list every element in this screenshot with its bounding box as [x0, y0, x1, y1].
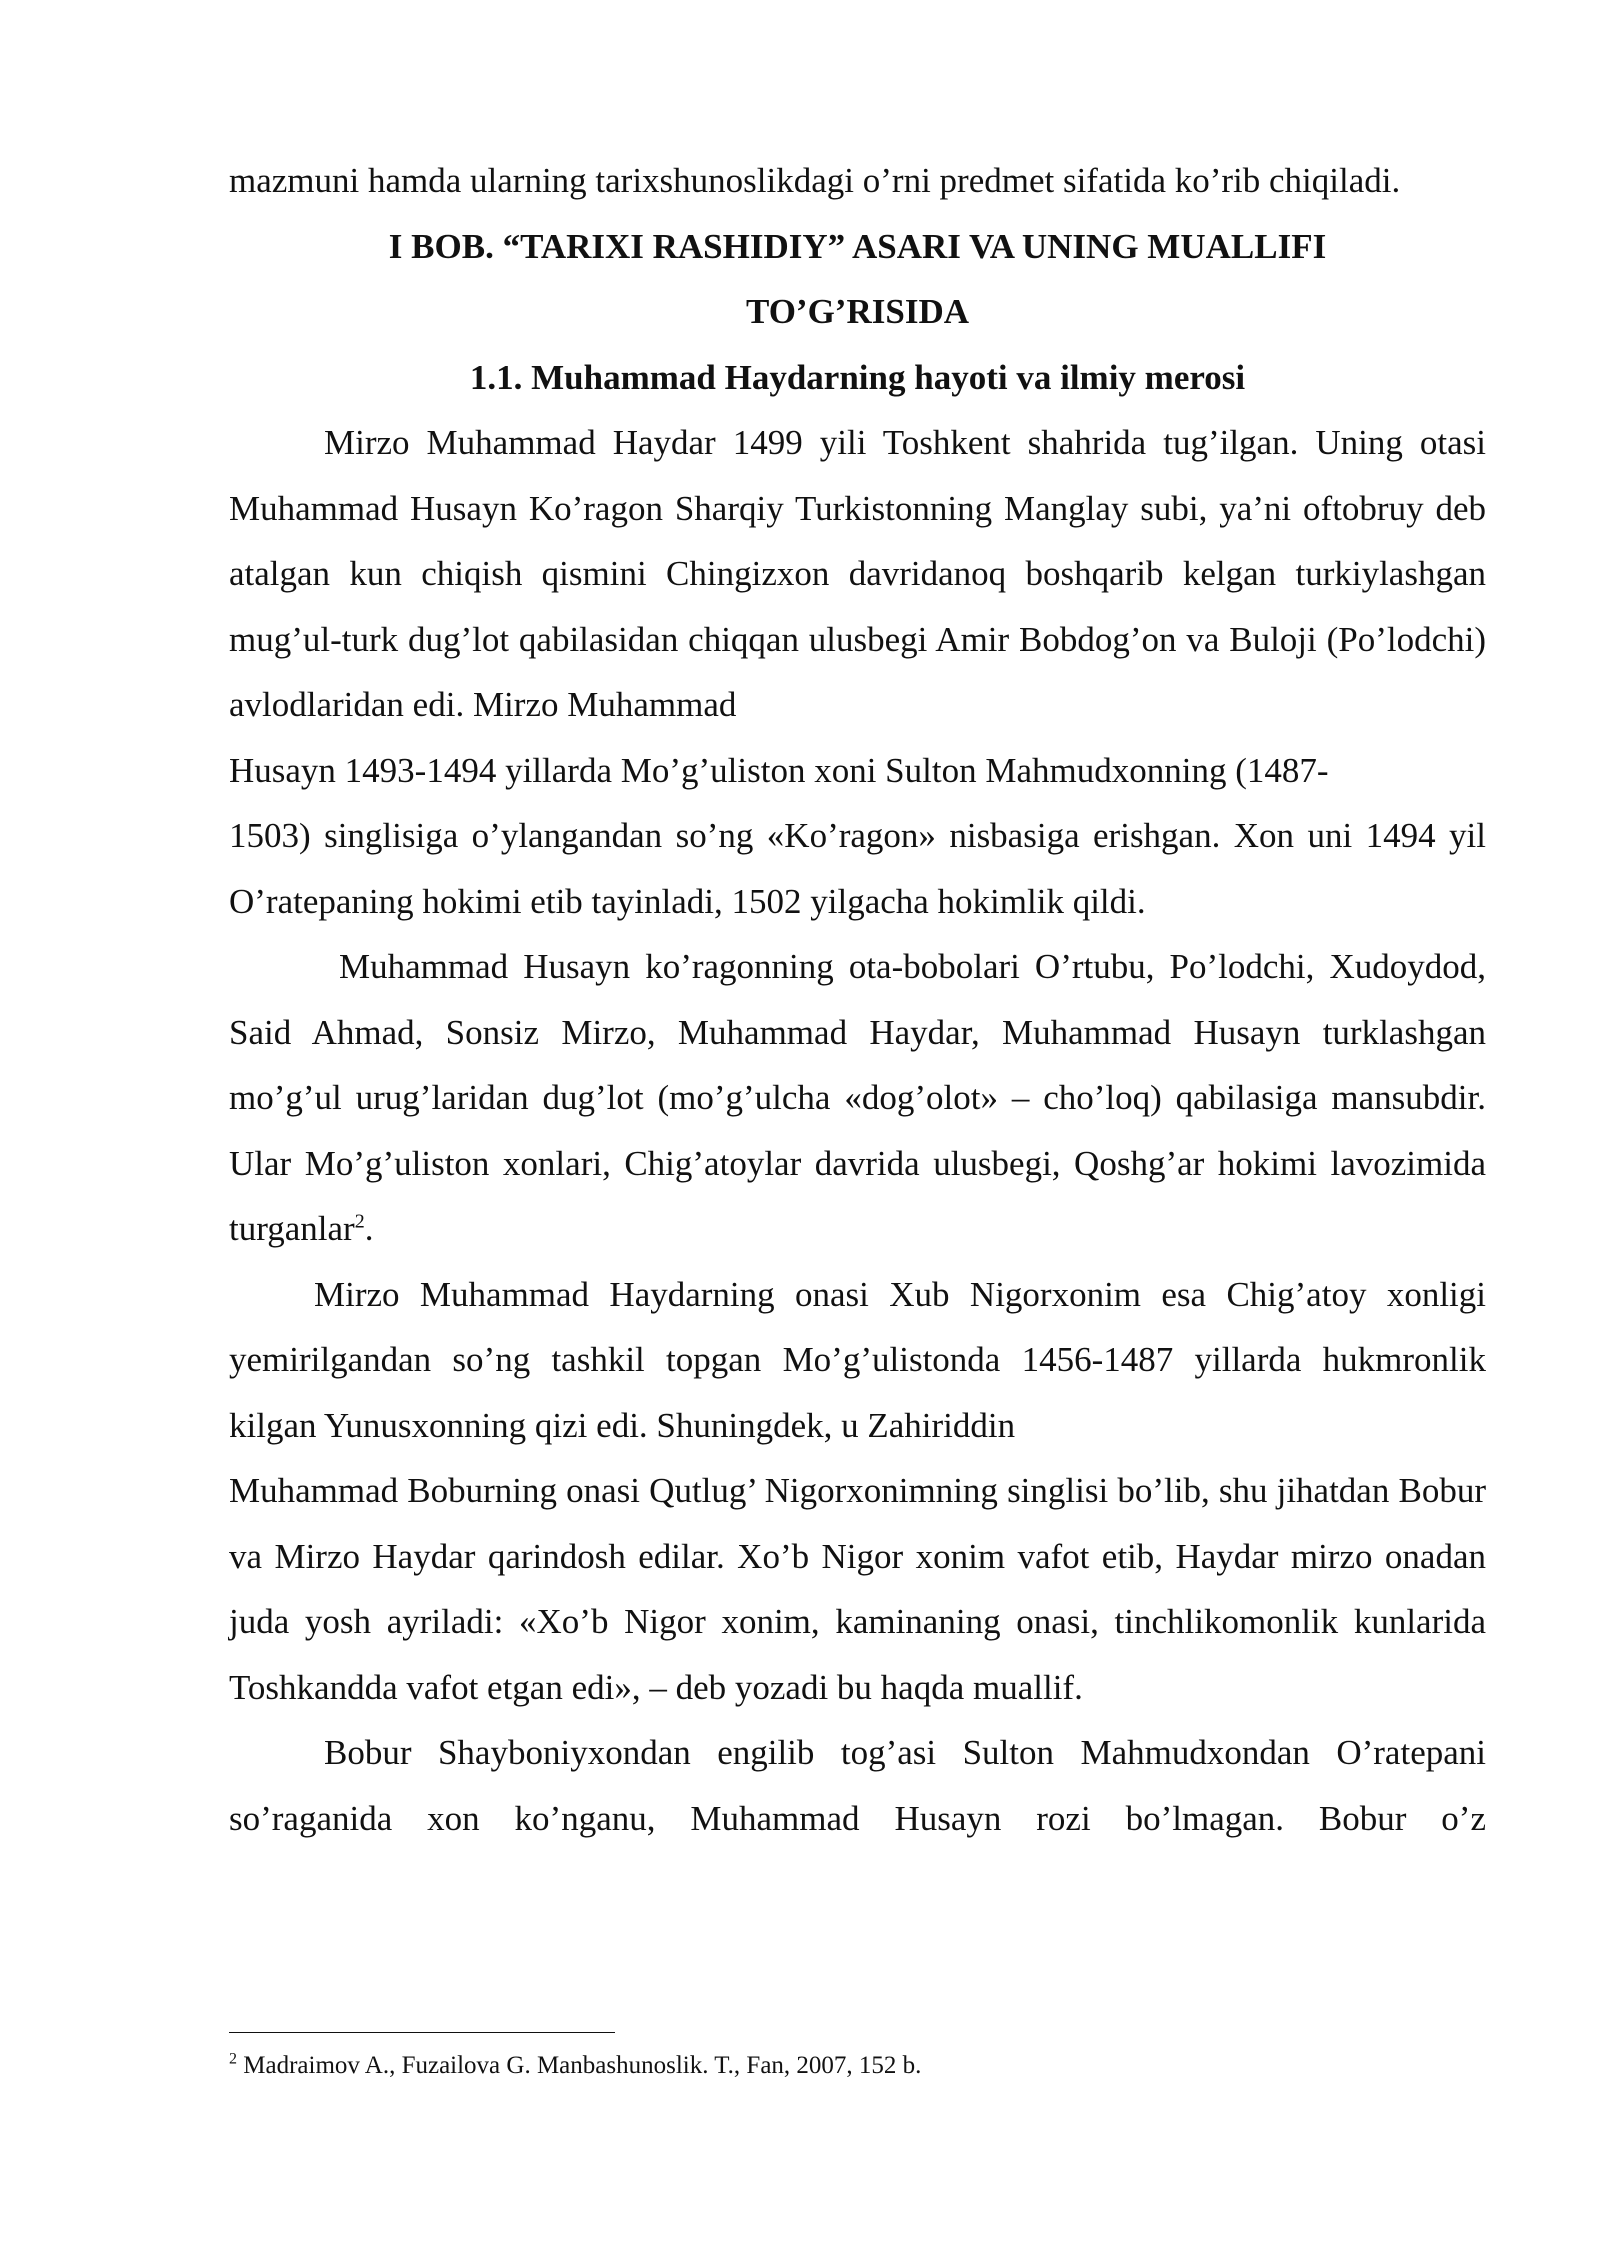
paragraph-mother: Mirzo Muhammad Haydarning onasi Xub Nigorxonim esa Chig’atoy xonligi yemirilgandan so’ng tashkil topgan Mo’g’ulistonda 1456-1487 yillarda hukmronlik kilgan Yunusxonning qizi edi. Shuningdek, u Zahiriddin	[229, 1274, 1486, 1445]
footnote	[229, 2050, 1486, 2082]
paragraph-father-rest: 1503) singlisiga o’ylangandan so’ng «Ko’ragon» nisbasiga erishgan. Xon uni 1494 yil O’ratepaning hokimi etib tayinladi, 1502 yilgacha hokimlik qildi.	[229, 816, 1486, 921]
paragraph-bobur: Bobur Shayboniyxondan engilib tog’asi Sulton Mahmudxondan O’ratepani so’raganida xon ko’nganu, Muhammad Husayn rozi bo’lmagan. Bobur o’z	[229, 1733, 1486, 1838]
chapter-title-line-1: I BOB. “TARIXI RASHIDIY” ASARI VA UNING MUALLIFI	[388, 226, 1327, 266]
document-body	[229, 148, 1486, 1851]
chapter-title-line-2: TO’G’RISIDA	[745, 292, 969, 331]
intro-paragraph: mazmuni hamda ularning tarixshunoslikdagi o’rni predmet sifatida ko’rib chiqiladi.	[229, 161, 1401, 200]
footnote-text: Madraimov A., Fuzailova G. Manbashunoslik. T., Fan, 2007, 152 b.	[237, 2052, 922, 2079]
paragraph-father-line-1: Husayn 1493-1494 yillarda Mo’g’uliston xoni Sulton Mahmudxonning (1487-	[229, 750, 1329, 790]
footnote-separator	[229, 2032, 615, 2033]
section-title: 1.1. Muhammad Haydarning hayoti va ilmiy merosi	[469, 357, 1246, 397]
footnote-number: 2	[229, 2050, 237, 2068]
paragraph-ancestors-end: .	[364, 1209, 374, 1248]
footnote-reference[interactable]: 2	[354, 1210, 365, 1233]
paragraph-ancestors-text: Muhammad Husayn ko’ragonning ota-bobolari O’rtubu, Po’lodchi, Xudoydod, Said Ahmad, Sonsiz Mirzo, Muhammad Haydar, Muhammad Husayn turklashgan mo’g’ul urug’laridan dug’lot (mo’g’ulcha «dog’olot» – cho’loq) qabilasiga mansubdir. Ular Mo’g’uliston xonlari, Chig’atoylar davrida ulusbegi, Qoshg’ar hokimi lavozimida turganlar	[229, 947, 1486, 1248]
paragraph-mother-continued: Muhammad Boburning onasi Qutlug’ Nigorxonimning singlisi bo’lib, shu jihatdan Bobur va Mirzo Haydar qarindosh edilar. Xo’b Nigor xonim vafot etib, Haydar mirzo onadan juda yosh ayriladi: «Xo’b Nigor xonim, kaminaning onasi, tinchlikomonlik kunlarida Toshkandda vafot etgan edi», – deb yozadi bu haqda muallif.	[229, 1471, 1486, 1707]
paragraph-ancestors	[229, 934, 1486, 1262]
paragraph-birth: Mirzo Muhammad Haydar 1499 yili Toshkent shahrida tug’ilgan. Uning otasi Muhammad Husayn Ko’ragon Sharqiy Turkistonning Manglay subi, ya’ni oftobruy deb atalgan kun chiqish qismini Chingizxon davridanoq boshqarib kelgan turkiylashgan mug’ul-turk dug’lot qabilasidan chiqqan ulusbegi Amir Bobdog’on va Buloji (Po’lodchi) avlodlaridan edi. Mirzo Muhammad	[229, 423, 1486, 724]
